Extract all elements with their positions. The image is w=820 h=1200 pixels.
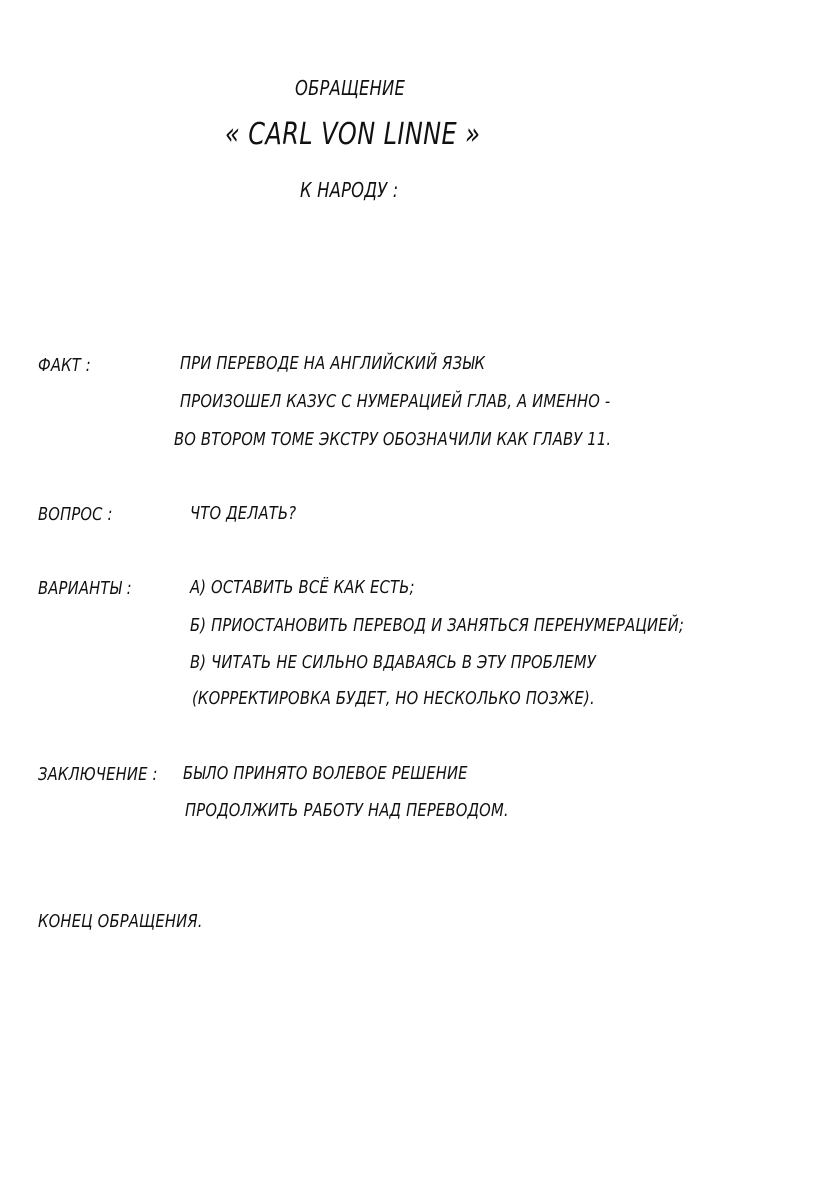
address-label: ОБРАЩЕНИЕ xyxy=(295,76,406,100)
fact-line-1: ПРИ ПЕРЕВОДЕ НА АНГЛИЙСКИЙ ЯЗЫК xyxy=(180,353,486,374)
conclusion-label: ЗАКЛЮЧЕНИЕ : xyxy=(38,764,158,785)
fact-line-2: ПРОИЗОШЕЛ КАЗУС С НУМЕРАЦИЕЙ ГЛАВ, А ИМЕННО - xyxy=(180,391,611,412)
option-b: Б) ПРИОСТАНОВИТЬ ПЕРЕВОД И ЗАНЯТЬСЯ ПЕРЕНУМЕРАЦИЕЙ; xyxy=(190,615,685,636)
option-c: В) ЧИТАТЬ НЕ СИЛЬНО ВДАВАЯСЬ В ЭТУ ПРОБЛЕМУ xyxy=(190,652,596,673)
option-c-note: (КОРРЕКТИРОВКА БУДЕТ, НО НЕСКОЛЬКО ПОЗЖЕ). xyxy=(192,688,595,709)
end-of-address: КОНЕЦ ОБРАЩЕНИЯ. xyxy=(38,911,203,932)
question-label: ВОПРОС : xyxy=(38,504,113,525)
fact-label: ФАКТ : xyxy=(38,355,91,376)
conclusion-line-2: ПРОДОЛЖИТЬ РАБОТУ НАД ПЕРЕВОДОМ. xyxy=(185,800,509,821)
options-label: ВАРИАНТЫ : xyxy=(38,578,132,599)
page-title: « CARL VON LINNE » xyxy=(225,117,481,152)
option-a: А) ОСТАВИТЬ ВСЁ КАК ЕСТЬ; xyxy=(190,577,415,598)
question-text: ЧТО ДЕЛАТЬ? xyxy=(190,503,297,524)
recipient-line: К НАРОДУ : xyxy=(300,178,399,202)
conclusion-line-1: БЫЛО ПРИНЯТО ВОЛЕВОЕ РЕШЕНИЕ xyxy=(183,763,468,784)
fact-line-3: ВО ВТОРОМ ТОМЕ ЭКСТРУ ОБОЗНАЧИЛИ КАК ГЛАВУ 11. xyxy=(174,429,612,450)
